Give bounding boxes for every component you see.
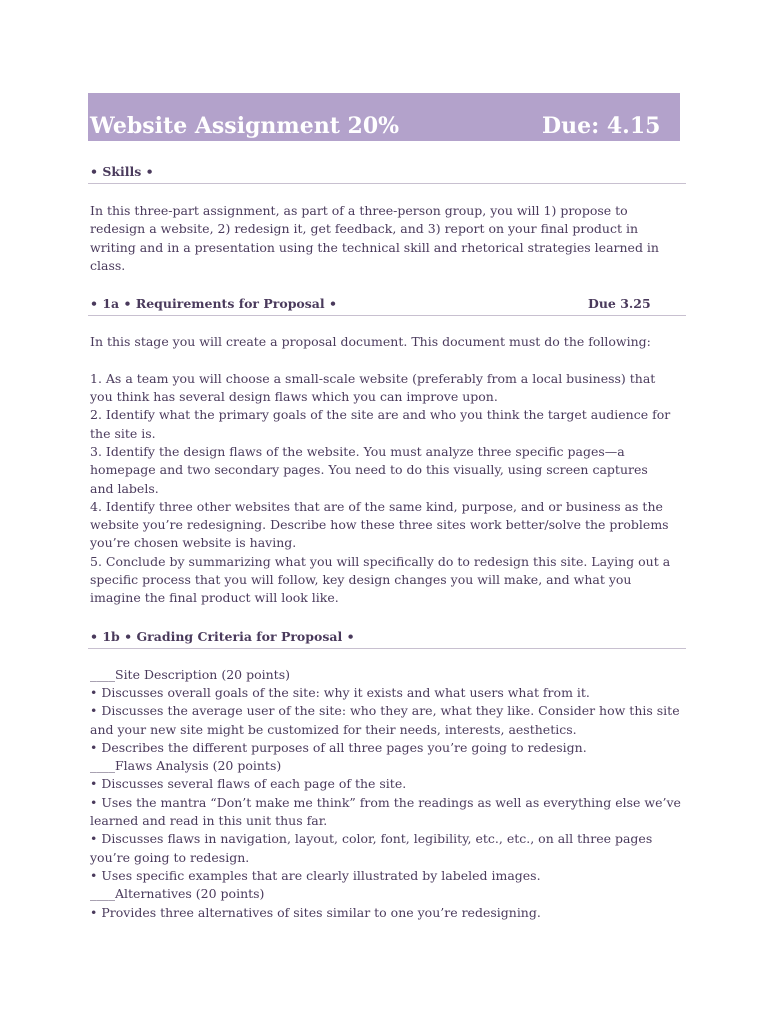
criteria-line: • Discusses the average user of the site: who they are, what they like. Consider how this site [90, 703, 680, 719]
grading-criteria-list [88, 666, 686, 922]
document-title: Website Assignment 20% [90, 113, 400, 139]
criteria-line: ____Flaws Analysis (20 points) [90, 758, 282, 774]
proposal-requirements-heading: • 1a • Requirements for Proposal • Due 3.25 [90, 296, 651, 312]
document-page [88, 93, 686, 922]
criteria-line: • Uses the mantra “Don’t make me think” from the readings as well as everything else we’ve [90, 794, 681, 810]
criteria-line: • Discusses overall goals of the site: why it exists and what users what from it. [90, 684, 590, 700]
proposal-due-date: Due 3.25 [588, 296, 651, 312]
criteria-line: ____Alternatives (20 points) [90, 886, 265, 902]
criteria-line: you’re going to redesign. [90, 849, 250, 865]
criteria-line: • Describes the different purposes of all three pages you’re going to redesign. [90, 739, 587, 755]
skills-heading: • Skills • [90, 164, 154, 179]
due-date: Due: 4.15 [542, 113, 661, 139]
grading-criteria-heading: • 1b • Grading Criteria for Proposal • [90, 628, 355, 644]
criteria-line: • Discusses several flaws of each page of the site. [90, 776, 407, 792]
criteria-line: learned and read in this unit thus far. [90, 813, 328, 829]
title-banner [88, 93, 680, 141]
proposal-requirements-paragraph: In this stage you will create a proposal document. This document must do the following: 1. As a team you will choose a small-scale website (preferably from a local business) that you think has several design flaws which you can improve upon. 2. Identify what the primary goals of the site are and who you think the target audience for the site is. 3. Identify the design flaws of the website. You must analyze three specific pages—a homepage and two secondary pages. You need to do this visually, using screen captures and labels. 4. Identify three other websites that are of the same kind, purpose, and or business as the website you’re redesigning. Describe how these three sites work better/solve the problems you’re chosen website is having. 5. Conclude by summarizing what you will specifically do to redesign this site. Laying out a specific process that you will follow, key design changes you will make, and what you imagine the final product will look like. [90, 334, 671, 606]
criteria-line: • Discusses flaws in navigation, layout, color, font, legibility, etc., etc., on all three pages [90, 831, 653, 847]
criteria-line: • Uses specific examples that are clearly illustrated by labeled images. [90, 867, 541, 883]
criteria-line: • Provides three alternatives of sites similar to one you’re redesigning. [90, 904, 541, 920]
skills-paragraph: In this three-part assignment, as part of a three-person group, you will 1) propose to redesign a website, 2) redesign it, get feedback, and 3) report on your final product in writing and in a presentation using the technical skill and rhetorical strategies learned in class. [90, 203, 659, 273]
criteria-line: and your new site might be customized for their needs, interests, aesthetics. [90, 721, 577, 737]
criteria-line: ____Site Description (20 points) [90, 666, 290, 682]
